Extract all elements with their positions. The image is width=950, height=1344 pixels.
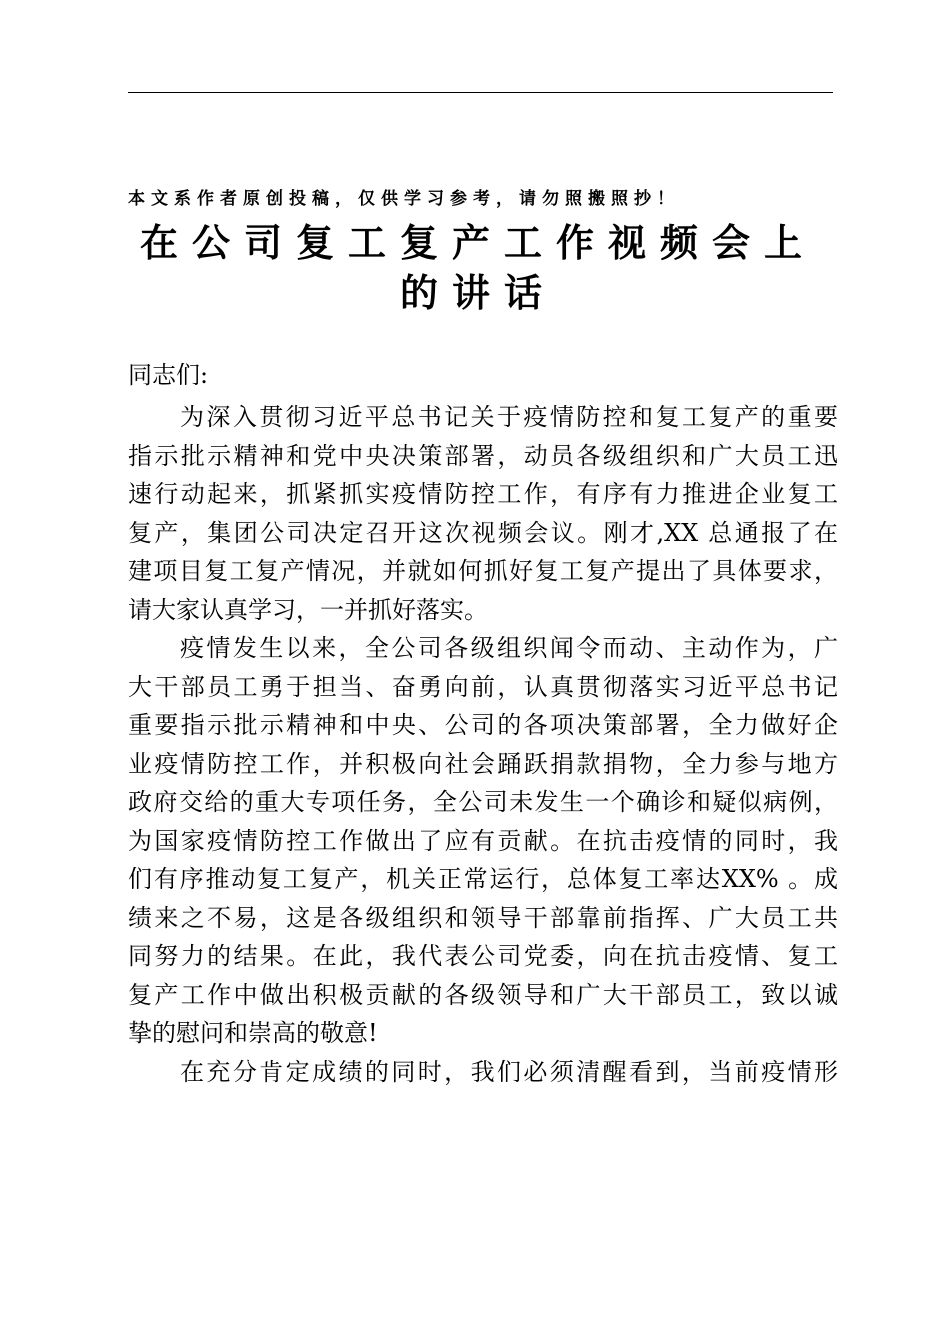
text-line: 重要指示批示精神和中央、公司的各项决策部署，全力做好企 — [128, 711, 838, 739]
text-line: 为深入贯彻习近平总书记关于疫情防控和复工复产的重要 — [180, 403, 838, 431]
text-line: 指示批示精神和党中央决策部署，动员各级组织和广大员工迅 — [128, 441, 838, 470]
text-line: 疫情发生以来，全公司各级组织闻令而动、主动作为，广 — [180, 634, 838, 662]
page-title — [118, 218, 838, 318]
salutation: 同志们: — [128, 361, 209, 389]
text-line: 们有序推动复工复产，机关正常运行，总体复工率达XX% 。成 — [128, 865, 838, 893]
paragraph-1 — [128, 398, 838, 629]
paragraph-2 — [128, 629, 838, 1053]
text-line: 为国家疫情防控工作做出了应有贡献。在抗击疫情的同时，我 — [128, 826, 838, 855]
speech-body — [128, 398, 838, 1091]
text-line: 在充分肯定成绩的同时，我们必须清醒看到，当前疫情形 — [180, 1057, 838, 1086]
title-line-1: 在公司复工复产工作视频会上 — [139, 220, 816, 265]
text-line: 挚的慰问和崇高的敬意! — [128, 1019, 378, 1047]
text-line: 政府交给的重大专项任务，全公司未发生一个确诊和疑似病例， — [128, 788, 838, 816]
text-line: 大干部员工勇于担当、奋勇向前，认真贯彻落实习近平总书记 — [128, 672, 838, 701]
text-line: 同努力的结果。在此，我代表公司党委，向在抗击疫情、复工 — [128, 942, 838, 970]
text-line: 业疫情防控工作，并积极向社会踊跃捐款捐物，全力参与地方 — [128, 749, 838, 778]
text-line: 建项目复工复产情况，并就如何抓好复工复产提出了具体要求， — [128, 557, 838, 585]
text-line: 请大家认真学习，一并抓好落实。 — [128, 595, 488, 624]
text-line: 绩来之不易，这是各级组织和领导干部靠前指挥、广大员工共 — [128, 903, 838, 932]
title-line-2: 的讲话 — [399, 270, 556, 315]
text-line: 复产，集团公司决定召开这次视频会议。刚才,XX 总通报了在 — [128, 518, 838, 547]
copyright-notice: 本文系作者原创投稿，仅供学习参考，请勿照搬照抄！ — [128, 189, 680, 209]
text-line: 复产工作中做出积极贡献的各级领导和广大干部员工，致以诚 — [128, 980, 838, 1009]
paragraph-3 — [128, 1053, 838, 1092]
header-rule — [128, 92, 833, 93]
text-line: 速行动起来，抓紧抓实疫情防控工作，有序有力推进企业复工 — [128, 480, 838, 508]
